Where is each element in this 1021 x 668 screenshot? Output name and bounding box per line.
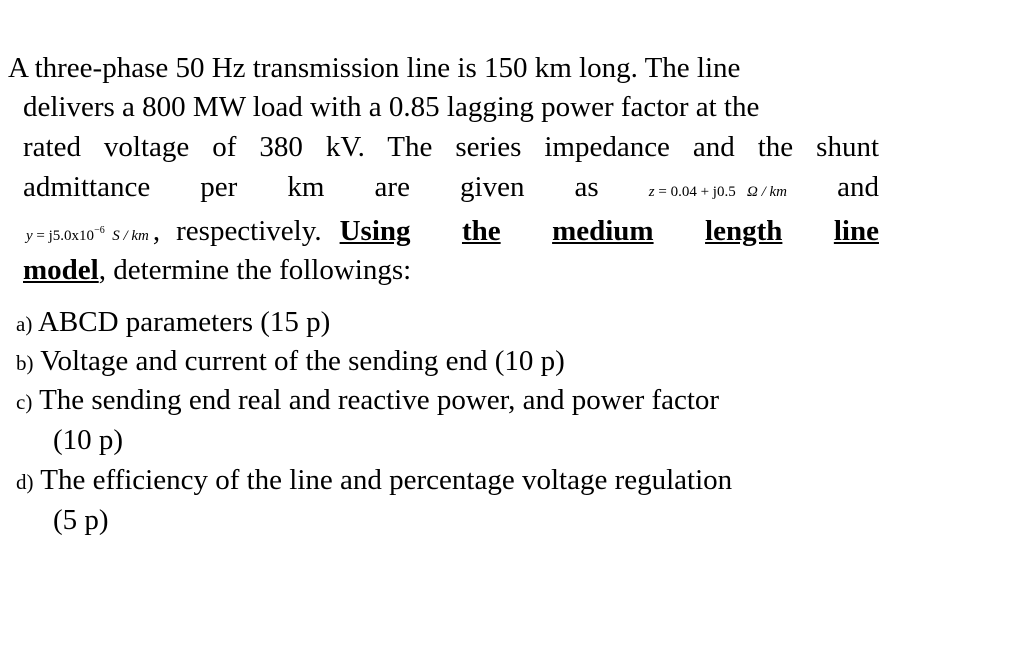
item-a-text: ABCD parameters (15 p) [37, 306, 331, 338]
item-d-text: The efficiency of the line and percentage voltage regulation [40, 464, 733, 496]
word-per: per [200, 171, 238, 203]
item-b-text: Voltage and current of the sending end (10 p) [40, 345, 565, 377]
comma: , [152, 215, 161, 247]
word-model: model [23, 254, 99, 286]
word-are: are [374, 171, 410, 203]
problem-line-2: delivers a 800 MW load with a 0.85 lagging power factor at the [23, 91, 760, 123]
word-and: and [837, 171, 879, 203]
item-a [16, 304, 330, 342]
series-impedance-formula: z = 0.04 + j0.5 Ω / km [648, 184, 787, 200]
word-respectively: respectively. [176, 215, 322, 247]
problem-line-3 [23, 129, 879, 165]
item-d-continued: (5 p) [53, 504, 109, 536]
item-d [16, 462, 732, 500]
item-d-letter: d) [16, 470, 34, 494]
item-b [16, 343, 565, 381]
item-c [16, 382, 719, 420]
problem-line-6 [23, 252, 411, 288]
problem-line-4 [23, 169, 879, 210]
shunt-admittance-formula: $y = j5.0x10^{-6}$ S / km [26, 225, 149, 244]
word-given: given [460, 171, 525, 203]
word-admittance: admittance [23, 171, 151, 203]
word-km: km [287, 171, 325, 203]
item-c-letter: c) [16, 390, 33, 414]
item-c-continued: (10 p) [53, 424, 124, 456]
problem-line-6-text: , determine the followings: [98, 254, 412, 286]
problem-line-5 [26, 213, 879, 254]
item-c-text: The sending end real and reactive power, and power factor [39, 384, 720, 416]
item-b-letter: b) [16, 351, 34, 375]
method-emphasis: Using the medium length line [339, 215, 879, 247]
word-as: as [574, 171, 599, 203]
problem-line-3-text: rated voltage of 380 kV. The series impedance and the shunt [23, 131, 879, 163]
problem-line-1: A three-phase 50 Hz transmission line is 150 km long. The line [8, 52, 741, 84]
item-a-letter: a) [16, 312, 33, 336]
